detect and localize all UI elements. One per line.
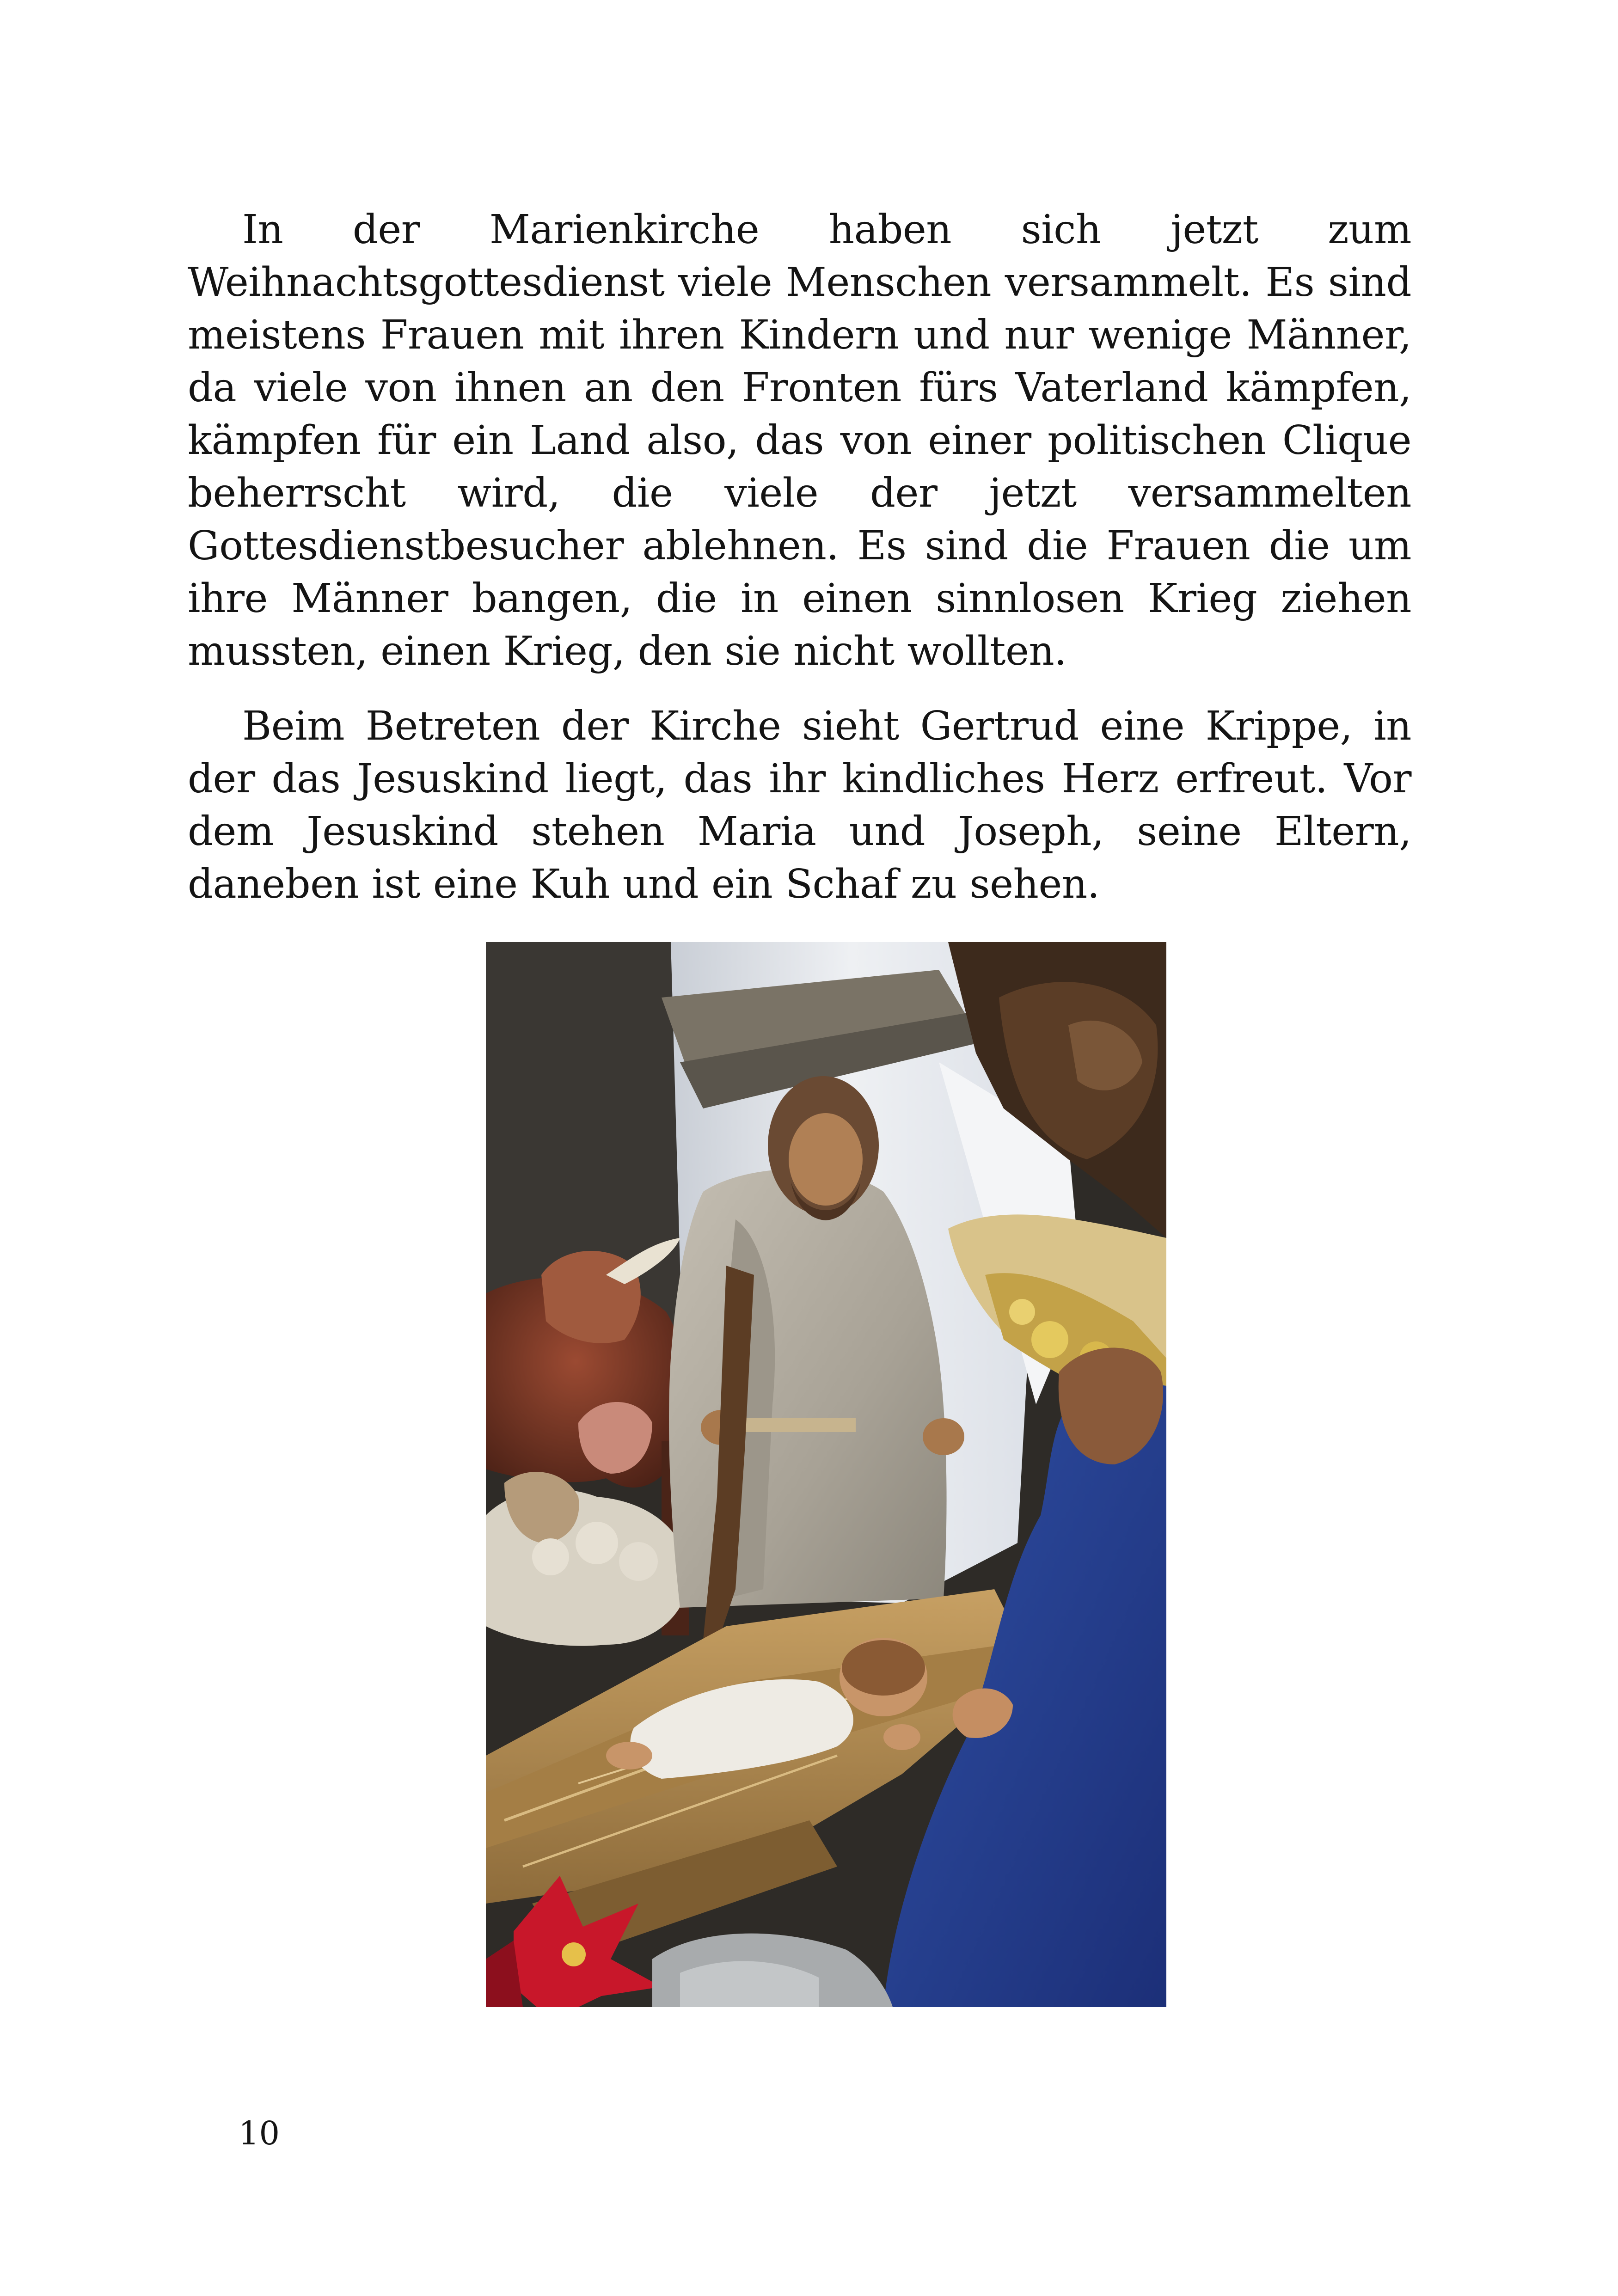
page-number: 10 [239,2114,280,2152]
paragraph-1: In der Marienkirche haben sich jetzt zum Weihnachtsgottesdienst viele Menschen versammelt. Es sind meistens Frauen mit ihren Kindern und nur wenige Männer, da viele von ihnen an den Fronten fürs Vaterland kämpfen, kämpfen für ein Land also, das von einer politischen Clique beherrscht wird, die viele der jetzt versammelten Gottesdienstbesucher ablehnen. Es sind die Frauen die um ihre Männer bangen, die in einen sinnlosen Krieg ziehen mussten, einen Krieg, den sie nicht wollten. [188,207,1411,674]
paragraph-2: Beim Betreten der Kirche sieht Gertrud eine Krippe, in der das Jesuskind liegt, das ihr kindliches Herz erfreut. Vor dem Jesuskind stehen Maria und Joseph, seine Eltern, daneben ist eine Kuh und ein Schaf zu sehen. [188,703,1411,907]
nativity-scene-photo [486,942,1166,2007]
body-text [188,203,1411,911]
